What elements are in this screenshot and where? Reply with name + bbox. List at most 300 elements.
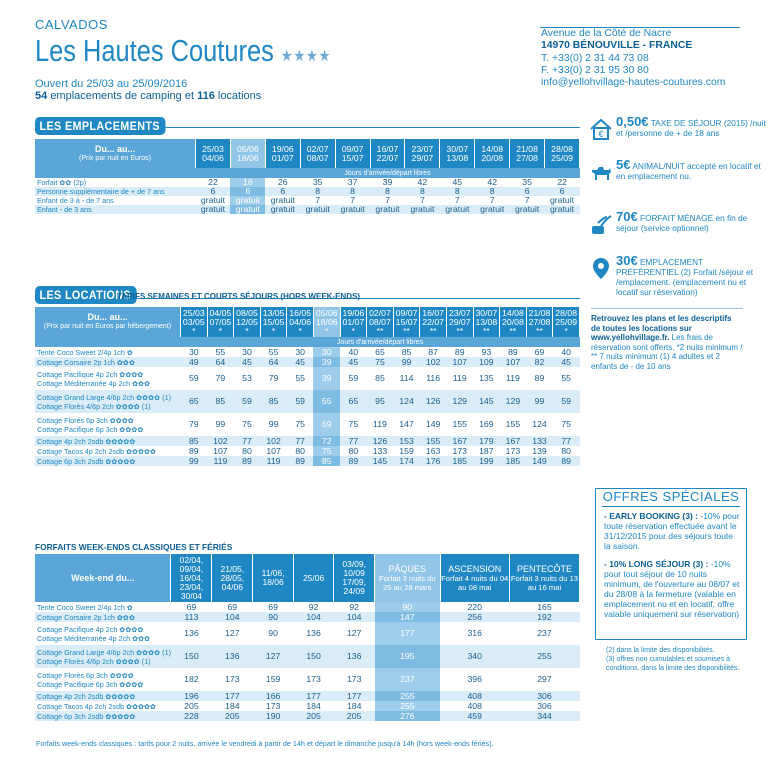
row-label-line: Cottage Corsaire 2p 1ch ✿✿✿	[37, 612, 135, 622]
holiday-name: PENTECÔTE	[516, 563, 572, 574]
price-cell: 255	[375, 701, 440, 711]
row-label	[35, 691, 171, 701]
emplacement-item	[591, 253, 766, 297]
price-cell: 177	[375, 622, 440, 645]
price-cell: 37	[347, 177, 358, 187]
price-cell: 182	[184, 674, 199, 684]
price-cell: 59	[188, 373, 199, 383]
price-cell: gratuit	[549, 195, 575, 205]
period-header	[230, 139, 265, 168]
price-cell: 166	[253, 691, 294, 701]
price-cell: 167	[446, 436, 473, 446]
price-cell: 55	[561, 373, 571, 383]
price-cell: 185	[446, 456, 473, 466]
period-header	[196, 139, 231, 168]
price-cell: 80	[242, 445, 252, 456]
period-header	[420, 307, 447, 337]
price-cell: gratuit	[545, 205, 580, 214]
period-end: 25/09	[555, 316, 578, 327]
weekend-head-cell	[35, 554, 171, 602]
period-start: 19/06	[342, 307, 365, 318]
price-cell: 90	[268, 628, 278, 638]
price-cell: 155	[420, 436, 447, 446]
price-cell: 75	[295, 419, 305, 429]
price-cell: 127	[253, 645, 294, 668]
offers-title: OFFRES SPÉCIALES	[602, 489, 740, 504]
price-cell: 85	[207, 390, 234, 413]
price-cell: 102	[260, 436, 287, 446]
period-end: 07/05	[209, 316, 232, 327]
period-end: 20/08	[481, 152, 504, 163]
row-label-line: Cottage Pacifique 6p 3ch ✿✿✿✿	[37, 679, 144, 689]
table-row	[35, 347, 580, 357]
period-header	[475, 139, 510, 168]
price-cell: 136	[334, 645, 375, 668]
price-cell: 55	[295, 373, 305, 383]
price-cell: 6	[545, 187, 580, 196]
period-start: 21/08	[516, 143, 538, 154]
period-end: 18/06	[315, 316, 338, 327]
price-cell: 147	[375, 612, 440, 622]
early-booking-text: -10% pour toute réservation effectuée avant le 31/12/2015 pour des séjours toute la saison.	[604, 511, 740, 551]
price-cell: 129	[500, 390, 527, 413]
rating-stars: ★★★★	[280, 48, 332, 65]
price-cell: 64	[260, 357, 287, 367]
price-cell: gratuit	[510, 205, 545, 214]
period-end: 04/06	[202, 152, 224, 163]
table-row	[35, 390, 580, 413]
emplacements-jours	[35, 168, 196, 178]
price-cell: 124	[532, 419, 547, 429]
holiday-header	[509, 554, 579, 602]
emplacements-tab: LES EMPLACEMENTS	[35, 117, 165, 135]
price-cell: 173	[452, 445, 467, 456]
period-start: 28/08	[551, 143, 573, 154]
price-cell: 89	[234, 456, 261, 466]
period-header	[393, 307, 420, 337]
price-cell: 8	[370, 187, 405, 196]
price-cell: 7	[385, 195, 390, 205]
price-cell: 205	[212, 711, 253, 721]
price-cell: 155	[452, 419, 467, 429]
price-cell: 39	[313, 357, 340, 367]
jours-label: Jours d'arrivée/départ libres	[196, 168, 580, 178]
price-cell: 340	[440, 645, 509, 668]
sidebar-divider	[591, 308, 743, 309]
price-cell: 135	[479, 373, 494, 383]
price-cell: 89	[340, 456, 367, 466]
period-header	[526, 307, 553, 337]
price-cell: 79	[215, 373, 226, 383]
period-end: 15/05	[262, 316, 285, 327]
price-cell: 255	[509, 645, 579, 668]
row-label	[35, 390, 181, 413]
price-cell: 306	[509, 691, 579, 701]
price-cell: 205	[293, 711, 333, 721]
price-cell: 127	[346, 628, 362, 638]
price-cell: 107	[213, 445, 228, 456]
price-cell: 77	[340, 436, 367, 446]
period-min-stay: **	[376, 325, 384, 336]
locations-head-cell	[35, 307, 181, 337]
locations-jours	[35, 337, 181, 347]
price-cell: gratuit	[230, 196, 265, 205]
price-cell: gratuit	[270, 195, 295, 205]
price-cell: 116	[426, 373, 441, 383]
period-min-stay: *	[325, 325, 329, 336]
weekends-title: FORFAITS WEEK-ENDS CLASSIQUES ET FÉRIÉS	[35, 542, 233, 552]
price-cell: 77	[287, 436, 314, 446]
price-cell: 113	[171, 612, 212, 622]
price-cell: 187	[479, 445, 494, 456]
row-label	[35, 612, 171, 622]
price-cell: 316	[467, 628, 482, 638]
animal-price: 5€	[616, 157, 631, 172]
capacity-line	[35, 90, 261, 102]
price-cell: 59	[553, 390, 580, 413]
table-row	[35, 178, 580, 187]
row-label: Personne supplémentaire de + de 7 ans	[35, 187, 196, 196]
period-header	[370, 139, 405, 168]
holiday-name: PÂQUES	[388, 563, 427, 574]
price-cell: gratuit	[475, 205, 510, 214]
price-cell: 192	[509, 612, 579, 622]
row-label	[35, 645, 171, 668]
price-cell: 59	[234, 390, 261, 413]
period-start: 09/07	[341, 143, 364, 154]
price-cell: 7	[524, 195, 530, 205]
jours-label: Jours d'arrivée/départ libres	[181, 337, 580, 347]
price-cell: 89	[188, 445, 199, 456]
period-header	[300, 139, 335, 168]
price-cell: 45	[553, 357, 580, 367]
price-cell: 155	[505, 419, 521, 429]
address-divider	[540, 27, 740, 28]
price-cell: 59	[287, 390, 314, 413]
table-row	[35, 205, 580, 214]
period-end: 15/07	[341, 152, 364, 163]
table-row	[35, 711, 580, 721]
period-end: 08/07	[369, 316, 391, 327]
period-start: 25/03	[202, 143, 224, 154]
row-label	[35, 622, 171, 645]
period-end: 13/08	[475, 316, 498, 327]
table-row	[35, 612, 580, 622]
row-label	[35, 347, 181, 357]
table-row	[35, 645, 580, 668]
row-label-line: Cottage 4p 2ch 2sdb ✿✿✿✿✿	[37, 691, 136, 701]
price-cell: 220	[467, 601, 482, 612]
period-start: 16/05	[289, 307, 312, 318]
price-cell: 102	[420, 357, 447, 367]
row-label	[35, 711, 171, 721]
period-start: 19/06	[271, 143, 294, 154]
locations-subtitle: TARIFS SEMAINES ET COURTS SÉJOURS (HORS WEEK-ENDS)	[117, 292, 360, 301]
row-label	[35, 456, 181, 466]
period-min-stay: *	[351, 325, 356, 336]
row-label	[35, 701, 171, 711]
period-min-stay: *	[218, 325, 223, 336]
holiday-desc: Forfait 4 nuits du 04 au 08 mai	[441, 573, 509, 592]
price-cell: 89	[508, 346, 518, 357]
address-phone: T. +33(0) 2 31 44 73 08	[541, 52, 649, 64]
price-cell: 119	[373, 419, 387, 429]
price-cell: 45	[287, 357, 314, 367]
locations-head-sub: (Prix par nuit en Euros par hébergement)	[43, 323, 172, 330]
table-row	[35, 413, 580, 436]
price-cell: 35	[312, 177, 323, 187]
row-label	[35, 357, 181, 367]
early-booking-title: - EARLY BOOKING (3) :	[604, 511, 698, 521]
price-cell: 85	[313, 456, 340, 466]
menage-text: FORFAIT MÉNAGE en fin de séjour (service optionnel)	[616, 213, 748, 233]
price-cell: 119	[452, 373, 467, 383]
price-cell: 104	[293, 612, 333, 622]
weekend-period-header: 21/05, 28/05, 04/06	[212, 554, 253, 602]
region-label: CALVADOS	[35, 17, 108, 32]
row-label-line: Cottage 6p 3ch 2sdb ✿✿✿✿✿	[37, 711, 136, 721]
period-start: 30/07	[446, 143, 469, 154]
period-end: 27/08	[516, 152, 538, 163]
price-cell: gratuit	[230, 205, 265, 214]
row-label-line: Cottage 6p 3ch 2sdb ✿✿✿✿✿	[37, 456, 136, 466]
locations-tab: LES LOCATIONS	[35, 286, 136, 304]
row-label-line: Cottage Florès 4/6p 2ch ✿✿✿✿ (1)	[37, 401, 151, 411]
tax-item	[591, 114, 766, 139]
price-cell: 173	[225, 674, 240, 684]
price-cell: 99	[393, 357, 420, 367]
location-pin-icon	[589, 256, 613, 280]
period-header	[500, 307, 527, 337]
row-label-line: Cottage Pacifique 4p 2ch ✿✿✿✿	[37, 369, 144, 379]
holiday-desc: Forfait 3 nuits du 13 au 16 mai	[510, 573, 579, 592]
period-header	[207, 307, 234, 337]
period-header	[313, 307, 340, 337]
row-label-line: Cottage Tacos 4p 2ch 2sdb ✿✿✿✿✿	[37, 701, 157, 711]
table-row	[35, 691, 580, 701]
price-cell: 255	[375, 691, 440, 701]
price-cell: 42	[487, 177, 498, 187]
price-cell: 80	[561, 445, 571, 456]
table-row	[35, 446, 580, 456]
price-cell: 136	[212, 645, 253, 668]
price-cell: 99	[215, 419, 226, 429]
period-end: 03/05	[182, 316, 205, 327]
price-cell: 177	[293, 691, 333, 701]
price-cell: 145	[367, 456, 394, 466]
campsite-name: Les Hautes Coutures	[35, 33, 274, 68]
address-block	[541, 28, 725, 89]
price-cell: 176	[420, 456, 447, 466]
period-header	[340, 307, 367, 337]
period-start: 30/07	[475, 307, 498, 318]
tax-price: 0,50€	[616, 114, 649, 129]
period-min-stay: *	[245, 325, 249, 336]
price-cell: gratuit	[335, 205, 370, 214]
weekend-head-label: Week-end du...	[71, 572, 135, 583]
menage-price: 70€	[616, 209, 638, 224]
price-cell: 174	[393, 456, 420, 466]
price-cell: 99	[268, 419, 279, 429]
period-start: 05/06	[315, 307, 338, 318]
price-cell: 72	[313, 436, 340, 446]
row-label-line: Cottage Méditerranée 4p 2ch ✿✿✿	[37, 378, 151, 388]
weekends-table	[35, 554, 580, 721]
period-min-stay: **	[536, 325, 543, 336]
price-cell: gratuit	[196, 205, 231, 214]
weekend-period-header: 11/06, 18/06	[253, 554, 294, 602]
price-cell: 79	[268, 373, 279, 383]
period-end: 29/07	[411, 152, 434, 163]
price-cell: 18	[230, 178, 265, 187]
period-header	[287, 307, 314, 337]
price-cell: 65	[181, 390, 208, 413]
price-cell: 7	[454, 195, 460, 205]
price-cell: 104	[334, 612, 375, 622]
price-cell: 92	[349, 601, 360, 612]
table-row	[35, 456, 580, 466]
period-start: 09/07	[395, 307, 418, 318]
price-cell: 75	[242, 419, 252, 429]
price-cell: 114	[399, 373, 414, 383]
price-cell: 185	[500, 456, 527, 466]
price-cell: 107	[266, 445, 281, 456]
plans-bold: Retrouvez les plans et les descriptifs de toutes les locations sur www.yellohvillage.fr.	[591, 314, 732, 343]
price-cell: 396	[467, 674, 482, 684]
price-cell: 65	[340, 390, 367, 413]
period-start: 08/05	[236, 307, 258, 318]
price-cell: 149	[425, 419, 441, 429]
page-title	[35, 33, 331, 69]
price-cell: 165	[537, 601, 552, 612]
offers-note-1: (2) dans la limite des disponibilités.	[606, 647, 715, 654]
price-cell: 40	[561, 346, 571, 357]
price-cell: 39	[382, 177, 393, 187]
price-cell: 77	[234, 436, 261, 446]
price-cell: 408	[440, 691, 509, 701]
row-label	[35, 668, 171, 691]
price-cell: 55	[268, 346, 279, 357]
price-cell: 190	[253, 711, 294, 721]
row-label: Enfant de 3 à - de 7 ans	[37, 196, 114, 205]
period-end: 13/08	[446, 152, 469, 163]
price-cell: 159	[265, 674, 281, 684]
price-cell: 69	[268, 601, 278, 612]
pitches-count: 54	[35, 90, 48, 102]
period-end: 01/07	[342, 316, 365, 327]
price-cell: 75	[367, 357, 394, 367]
price-cell: 237	[537, 628, 552, 638]
price-cell: 159	[399, 445, 414, 456]
period-header	[367, 307, 394, 337]
row-label	[35, 413, 181, 436]
row-label-line: Cottage Méditerranée 4p 2ch ✿✿✿	[37, 633, 151, 643]
weekend-period-header: 25/06	[293, 554, 333, 602]
weekend-period-header: 03/09, 10/09 17/09, 24/09	[334, 554, 375, 602]
dog-icon	[589, 160, 613, 184]
period-start: 02/07	[369, 307, 391, 318]
price-cell: 344	[509, 711, 579, 721]
emplacements-head-cell	[35, 139, 196, 168]
period-header	[545, 139, 580, 168]
price-cell: 39	[313, 367, 340, 390]
price-cell: 89	[454, 346, 465, 357]
period-min-stay: **	[482, 325, 490, 336]
address-email[interactable]: info@yellohvillage-hautes-coutures.com	[541, 77, 726, 89]
price-cell: 136	[184, 628, 199, 638]
rentals-text: locations	[217, 90, 262, 102]
price-cell: 459	[440, 711, 509, 721]
row-label-line: Cottage Tacos 4p 2ch 2sdb ✿✿✿✿✿	[37, 446, 157, 456]
period-min-stay: *	[564, 325, 568, 336]
price-cell: 109	[473, 357, 500, 367]
row-label-line: Tente Coco Sweet 2/4p 1ch ✿	[37, 602, 133, 612]
period-header	[265, 139, 300, 168]
table-row	[35, 668, 580, 691]
period-start: 02/07	[306, 143, 329, 154]
row-label-line: Cottage 4p 2ch 2sdb ✿✿✿✿✿	[37, 436, 136, 446]
price-cell: 30	[313, 347, 340, 357]
price-cell: 22	[557, 177, 567, 187]
row-label-line: Cottage Grand Large 4/6p 2ch ✿✿✿✿ (1)	[37, 647, 171, 657]
price-cell: 173	[505, 445, 521, 456]
table-row	[35, 367, 580, 390]
price-cell: 119	[207, 456, 234, 466]
tax-text: TAXE DE SÉJOUR (2015) /nuit et /personne de + de 18 ans	[616, 118, 766, 138]
holiday-header	[440, 554, 509, 602]
plans-note	[591, 314, 743, 372]
price-cell: 69	[313, 413, 340, 436]
price-cell: 75	[561, 419, 571, 429]
price-cell: 87	[428, 346, 438, 357]
price-cell: 145	[473, 390, 500, 413]
price-cell: 85	[375, 373, 385, 383]
period-min-stay: **	[429, 325, 437, 336]
price-cell: 167	[500, 436, 527, 446]
price-cell: 7	[419, 195, 425, 205]
period-header	[510, 139, 545, 168]
period-end: 04/06	[289, 316, 312, 327]
price-cell: 42	[417, 177, 428, 187]
price-cell: 256	[440, 612, 509, 622]
weekends-footnote: Forfaits week-ends classiques : tarifs pour 2 nuits, arrivée le vendredi à partir de 14h et départ le dimanche jusqu'à 14h (hors week-ends fériés).	[36, 739, 494, 748]
period-min-stay: *	[271, 325, 276, 336]
price-cell: gratuit	[405, 205, 440, 214]
price-cell: 64	[207, 357, 234, 367]
price-cell: 133	[526, 436, 553, 446]
svg-text:€: €	[598, 129, 604, 139]
period-header	[405, 139, 440, 168]
price-cell: 65	[375, 346, 385, 357]
price-cell: 408	[467, 700, 482, 711]
period-min-stay: *	[298, 325, 302, 336]
price-cell: gratuit	[440, 205, 475, 214]
price-cell: 26	[277, 177, 288, 187]
price-cell: 40	[348, 346, 359, 357]
price-cell: 139	[532, 445, 547, 456]
row-label-line: Cottage Florès 4/6p 2ch ✿✿✿✿ (1)	[37, 656, 151, 666]
period-end: 27/08	[528, 316, 551, 327]
row-label	[35, 602, 171, 612]
price-cell: 92	[308, 601, 319, 612]
row-label	[35, 446, 181, 456]
price-cell: 124	[393, 390, 420, 413]
period-header	[181, 307, 208, 337]
holiday-name: ASCENSION	[448, 563, 502, 574]
period-end: 29/07	[448, 316, 471, 327]
price-cell: 297	[537, 674, 552, 684]
price-cell: 99	[181, 456, 208, 466]
